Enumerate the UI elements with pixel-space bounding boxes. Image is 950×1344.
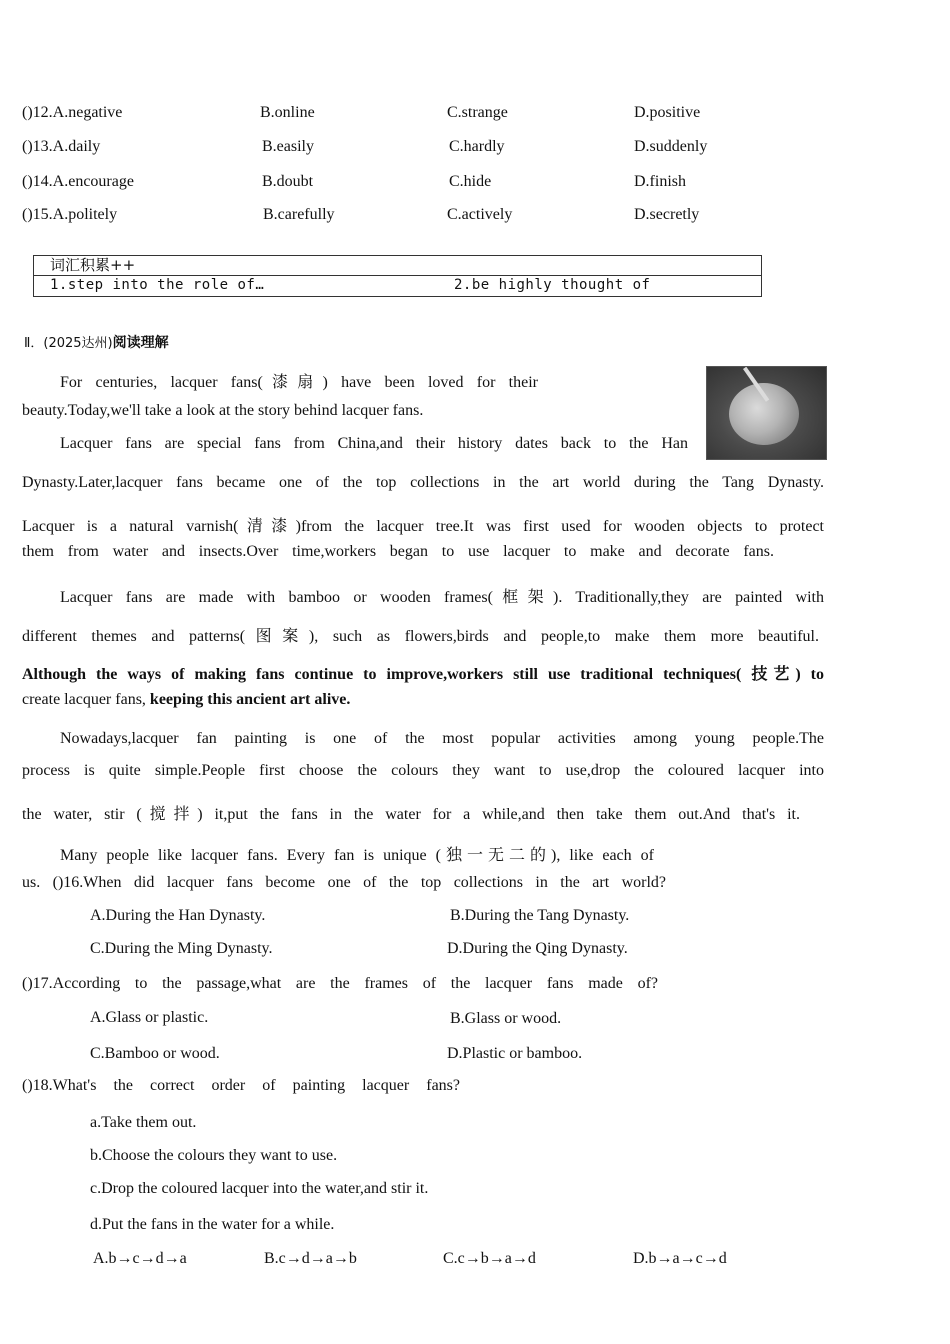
q18-option-a[interactable]: A.b→c→d→a: [93, 1250, 187, 1267]
passage-p2-line3: Lacquer is a natural varnish(清漆)from the lacquer tree.It was first used for wooden objects to protect: [22, 518, 824, 535]
option-b-15[interactable]: B.carefully: [263, 206, 335, 223]
q17-option-a[interactable]: A.Glass or plastic.: [90, 1009, 209, 1026]
option-c-12[interactable]: C.strange: [447, 104, 508, 121]
q18-step-a: a.Take them out.: [90, 1114, 197, 1131]
passage-p3-line4-bold: keeping this ancient art alive.: [149, 691, 351, 708]
section-heading: [24, 332, 169, 352]
section-title: 阅读理解: [112, 335, 169, 351]
option-b-14[interactable]: B.doubt: [262, 173, 314, 190]
passage-p1-line1: For centuries, lacquer fans(漆扇) have been loved for their: [60, 374, 538, 391]
q18-option-d[interactable]: D.b→a→c→d: [633, 1250, 727, 1267]
option-d-15[interactable]: D.secretly: [634, 206, 700, 223]
option-a-15[interactable]: ()15.A.politely: [22, 206, 118, 223]
q18-step-d: d.Put the fans in the water for a while.: [90, 1216, 335, 1233]
vocab-box: [33, 255, 762, 297]
section-prefix: Ⅱ．(2025达州): [24, 336, 113, 351]
option-row-14: [22, 173, 822, 197]
option-row-12: [22, 104, 822, 128]
option-d-14[interactable]: D.finish: [634, 173, 686, 190]
passage-p5-line1: Many people like lacquer fans. Every fan is unique (独一无二的), like each of: [60, 847, 654, 864]
passage-p2-line1: Lacquer fans are special fans from China,and their history dates back to the Han: [60, 435, 688, 452]
option-b-12[interactable]: B.online: [260, 104, 315, 121]
passage-p4-line1: Nowadays,lacquer fan painting is one of the most popular activities among young people.The: [60, 730, 824, 747]
passage-p3-line3: Although the ways of making fans continue to improve,workers still use traditional techniques( 技艺) to: [22, 666, 824, 683]
passage-p3-line4: [22, 691, 350, 709]
q17-option-c[interactable]: C.Bamboo or wood.: [90, 1045, 220, 1062]
vocab-item-1: 1.step into the role of…: [50, 277, 265, 293]
passage-p2-line2: Dynasty.Later,lacquer fans became one of the top collections in the art world during the Tang Dynasty.: [22, 474, 824, 491]
vocab-divider: [34, 275, 761, 276]
q18-option-c[interactable]: C.c→b→a→d: [443, 1250, 536, 1267]
q17-option-b[interactable]: B.Glass or wood.: [450, 1010, 562, 1027]
q18-step-c: c.Drop the coloured lacquer into the water,and stir it.: [90, 1180, 429, 1197]
question-18: ()18.What's the correct order of painting lacquer fans?: [22, 1077, 460, 1094]
q16-option-b[interactable]: B.During the Tang Dynasty.: [450, 907, 630, 924]
option-row-13: [22, 138, 822, 162]
q16-option-c[interactable]: C.During the Ming Dynasty.: [90, 940, 273, 957]
q18-option-b[interactable]: B.c→d→a→b: [264, 1250, 357, 1267]
question-17: ()17.According to the passage,what are the frames of the lacquer fans made of?: [22, 975, 658, 992]
passage-p3-line2: different themes and patterns(图案), such as flowers,birds and people,to make them more beautiful.: [22, 628, 819, 645]
vocab-title: 词汇积累++: [50, 256, 136, 274]
option-a-14[interactable]: ()14.A.encourage: [22, 173, 134, 190]
lacquer-fan-image: [706, 366, 827, 460]
option-b-13[interactable]: B.easily: [262, 138, 314, 155]
option-d-12[interactable]: D.positive: [634, 104, 701, 121]
option-c-14[interactable]: C.hide: [449, 173, 492, 190]
q17-option-d[interactable]: D.Plastic or bamboo.: [447, 1045, 583, 1062]
passage-p2-line4: them from water and insects.Over time,workers began to use lacquer to make and decorate fans.: [22, 543, 774, 560]
option-a-12[interactable]: ()12.A.negative: [22, 104, 123, 121]
q16-option-d[interactable]: D.During the Qing Dynasty.: [447, 940, 628, 957]
q16-option-a[interactable]: A.During the Han Dynasty.: [90, 907, 266, 924]
vocab-item-2: 2.be highly thought of: [454, 277, 651, 293]
option-d-13[interactable]: D.suddenly: [634, 138, 708, 155]
passage-p4-line2: process is quite simple.People first choose the colours they want to use,drop the coloured lacquer into: [22, 762, 824, 779]
passage-p4-line3: the water, stir (搅拌) it,put the fans in the water for a while,and then take them out.And that's it.: [22, 806, 800, 823]
option-c-15[interactable]: C.actively: [447, 206, 513, 223]
option-a-13[interactable]: ()13.A.daily: [22, 138, 101, 155]
question-16: us. ()16.When did lacquer fans become one of the top collections in the art world?: [22, 874, 666, 891]
option-row-15: [22, 206, 822, 230]
q18-step-b: b.Choose the colours they want to use.: [90, 1147, 338, 1164]
option-c-13[interactable]: C.hardly: [449, 138, 505, 155]
passage-p1-line2: beauty.Today,we'll take a look at the story behind lacquer fans.: [22, 402, 424, 419]
passage-p3-line4-plain: create lacquer fans,: [22, 691, 150, 708]
passage-p3-line1: Lacquer fans are made with bamboo or wooden frames(框架). Traditionally,they are painted with: [60, 589, 824, 606]
